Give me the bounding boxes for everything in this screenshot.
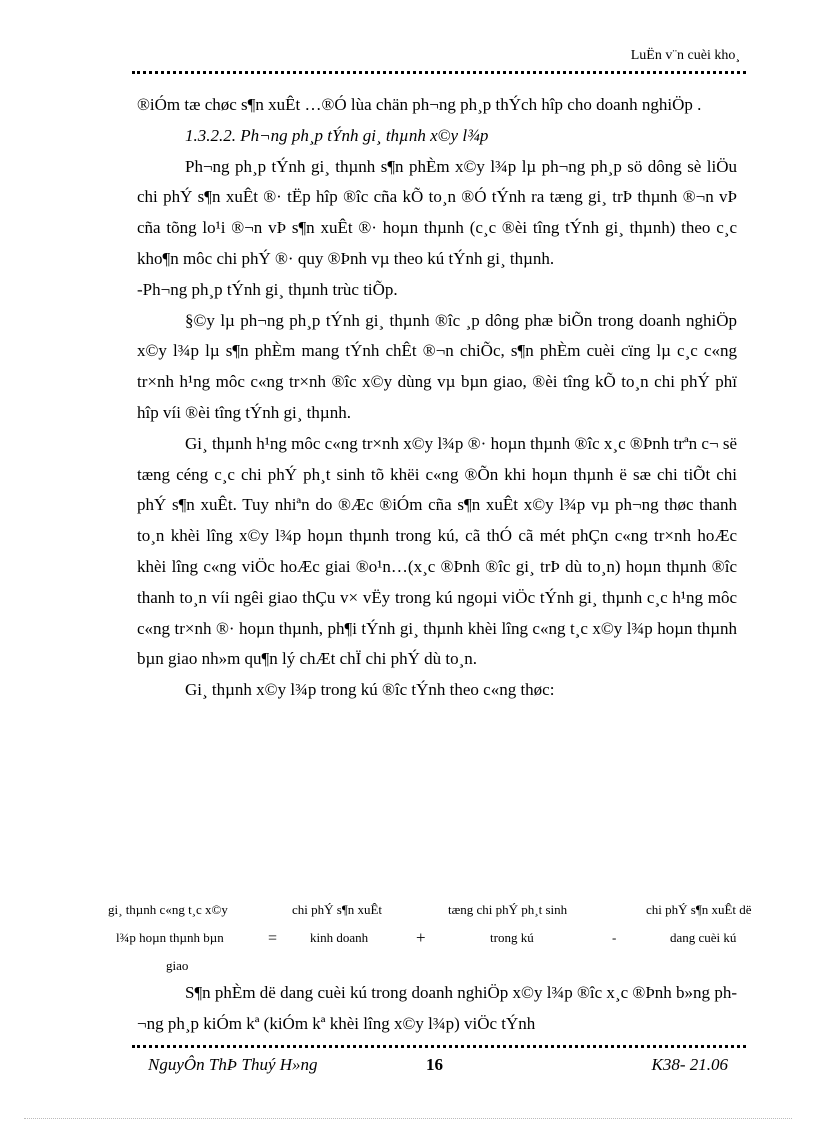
formula-term-period-costs: tæng chi phÝ ph¸t sinh	[448, 902, 568, 917]
main-body	[137, 90, 737, 706]
formula-equals-sign: =	[268, 930, 278, 947]
method-heading: -Ph¬ng ph¸p tÝnh gi¸ thµnh trùc tiÕp.	[137, 279, 398, 299]
paragraph-item-cost: Gi¸ thµnh h¹ng môc c«ng tr×nh x©y l¾p ®· hoµn thµnh ®îc x¸c ®Þnh trªn c¬ së tæng céng c¸c chi phÝ ph¸t sinh tõ khëi c«ng ®Õn khi hoµn thµnh ë sæ chi tiÕt chi phÝ s¶n xuÊt. Tuy nhiªn do ®Æc ®iÓm cña s¶n xuÊt x©y l¾p vµ ph¬ng thøc thanh to¸n khèi lîng x©y l¾p hoµn thµnh trong kú, cã thÓ cã mét phÇn c«ng tr×nh hoÆc khèi lîng c«ng viÖc hoÆc giai ®o¹n…(x¸c ®Þnh ®îc gi¸ trÞ dù to¸n) hoµn thµnh ®îc thanh to¸n víi ngêi giao thÇu v× vËy trong kú ngoµi viÖc tÝnh gi¸ thµnh c¸c h¹ng môc c«ng tr×nh ®· hoµn thµnh, ph¶i tÝnh gi¸ thµnh khèi lîng c«ng t¸c x©y l¾p hoµn thµnh bµn giao nh»m qu¶n lý chÆt chÏ chi phÝ dù to¸n.	[137, 433, 737, 669]
footer-divider	[132, 1045, 746, 1048]
page-footer	[148, 1055, 728, 1077]
header-title: LuËn v¨n cuèi kho¸	[630, 48, 740, 63]
paragraph-formula-intro: Gi¸ thµnh x©y l¾p trong kú ®îc tÝnh theo c«ng thøc:	[185, 680, 555, 700]
formula-term-closing-wip-line2: dang cuèi kú	[670, 930, 737, 945]
paragraph-direct-method: §©y lµ ph¬ng ph¸p tÝnh gi¸ thµnh ®îc ¸p dông phæ biÕn trong doanh nghiÖp x©y l¾p lµ s¶n phÈm mang tÝnh chÊt ®¬n chiÕc, s¶n phÈm cuèi cïng lµ c¸c c«ng tr×nh h¹ng môc c«ng tr×nh ®îc x©y dùng vµ bµn giao, ®èi tîng kÕ to¸n chi phÝ phï hîp víi ®èi tîng tÝnh gi¸ thµnh.	[137, 310, 737, 422]
formula-minus-sign: -	[612, 930, 617, 945]
paragraph-wip-valuation: S¶n phÈm dë dang cuèi kú trong doanh nghiÖp x©y l¾p ®îc x¸c ®Þnh b»ng ph¬ng ph¸p kiÓm kª (kiÓm kª khèi lîng x©y l¾p) viÖc tÝnh	[137, 983, 737, 1033]
section-heading: 1.3.2.2. Ph¬ng ph¸p tÝnh gi¸ thµnh x©y l¾p	[185, 125, 489, 145]
page-bottom-edge	[24, 1118, 792, 1119]
formula-plus-sign: +	[416, 928, 426, 947]
formula-term-period-costs-line2: trong kú	[490, 930, 534, 945]
cost-formula	[90, 898, 790, 978]
header-divider	[132, 71, 746, 74]
formula-term-opening-wip: chi phÝ s¶n xuÊt	[292, 902, 383, 917]
footer-class-code: K38- 21.06	[651, 1055, 728, 1074]
formula-term-closing-wip: chi phÝ s¶n xuÊt dë	[646, 902, 752, 917]
paragraph-intro-continuation: ®iÓm tæ chøc s¶n xuÊt …®Ó lùa chän ph¬ng ph¸p thÝch hîp cho doanh nghiÖp .	[137, 95, 702, 114]
closing-body	[137, 978, 737, 1040]
formula-term-opening-wip-line2: kinh doanh	[310, 930, 369, 945]
formula-term-completed-cost-line3: giao	[166, 958, 189, 973]
formula-term-completed-cost: gi¸ thµnh c«ng t¸c x©y	[108, 902, 228, 917]
page-number: 16	[426, 1055, 443, 1074]
footer-author: NguyÔn ThÞ Thuý H»ng	[148, 1055, 318, 1074]
paragraph-definition: Ph¬ng ph¸p tÝnh gi¸ thµnh s¶n phÈm x©y l¾p lµ ph¬ng ph¸p sö dông sè liÖu chi phÝ s¶n xuÊt ®· tËp hîp ®îc cña kÕ to¸n ®Ó tÝnh ra tæng gi¸ trÞ thµnh ®¬n vÞ cña tõng lo¹i ®¬n vÞ s¶n xuÊt ®· hoµn thµnh (c¸c ®èi tîng tÝnh gi¸ thµnh) theo c¸c kho¶n môc chi phÝ ®· quy ®Þnh vµ theo kú tÝnh gi¸ thµnh.	[137, 156, 737, 268]
formula-term-completed-cost-line2: l¾p hoµn thµnh bµn	[116, 930, 224, 945]
